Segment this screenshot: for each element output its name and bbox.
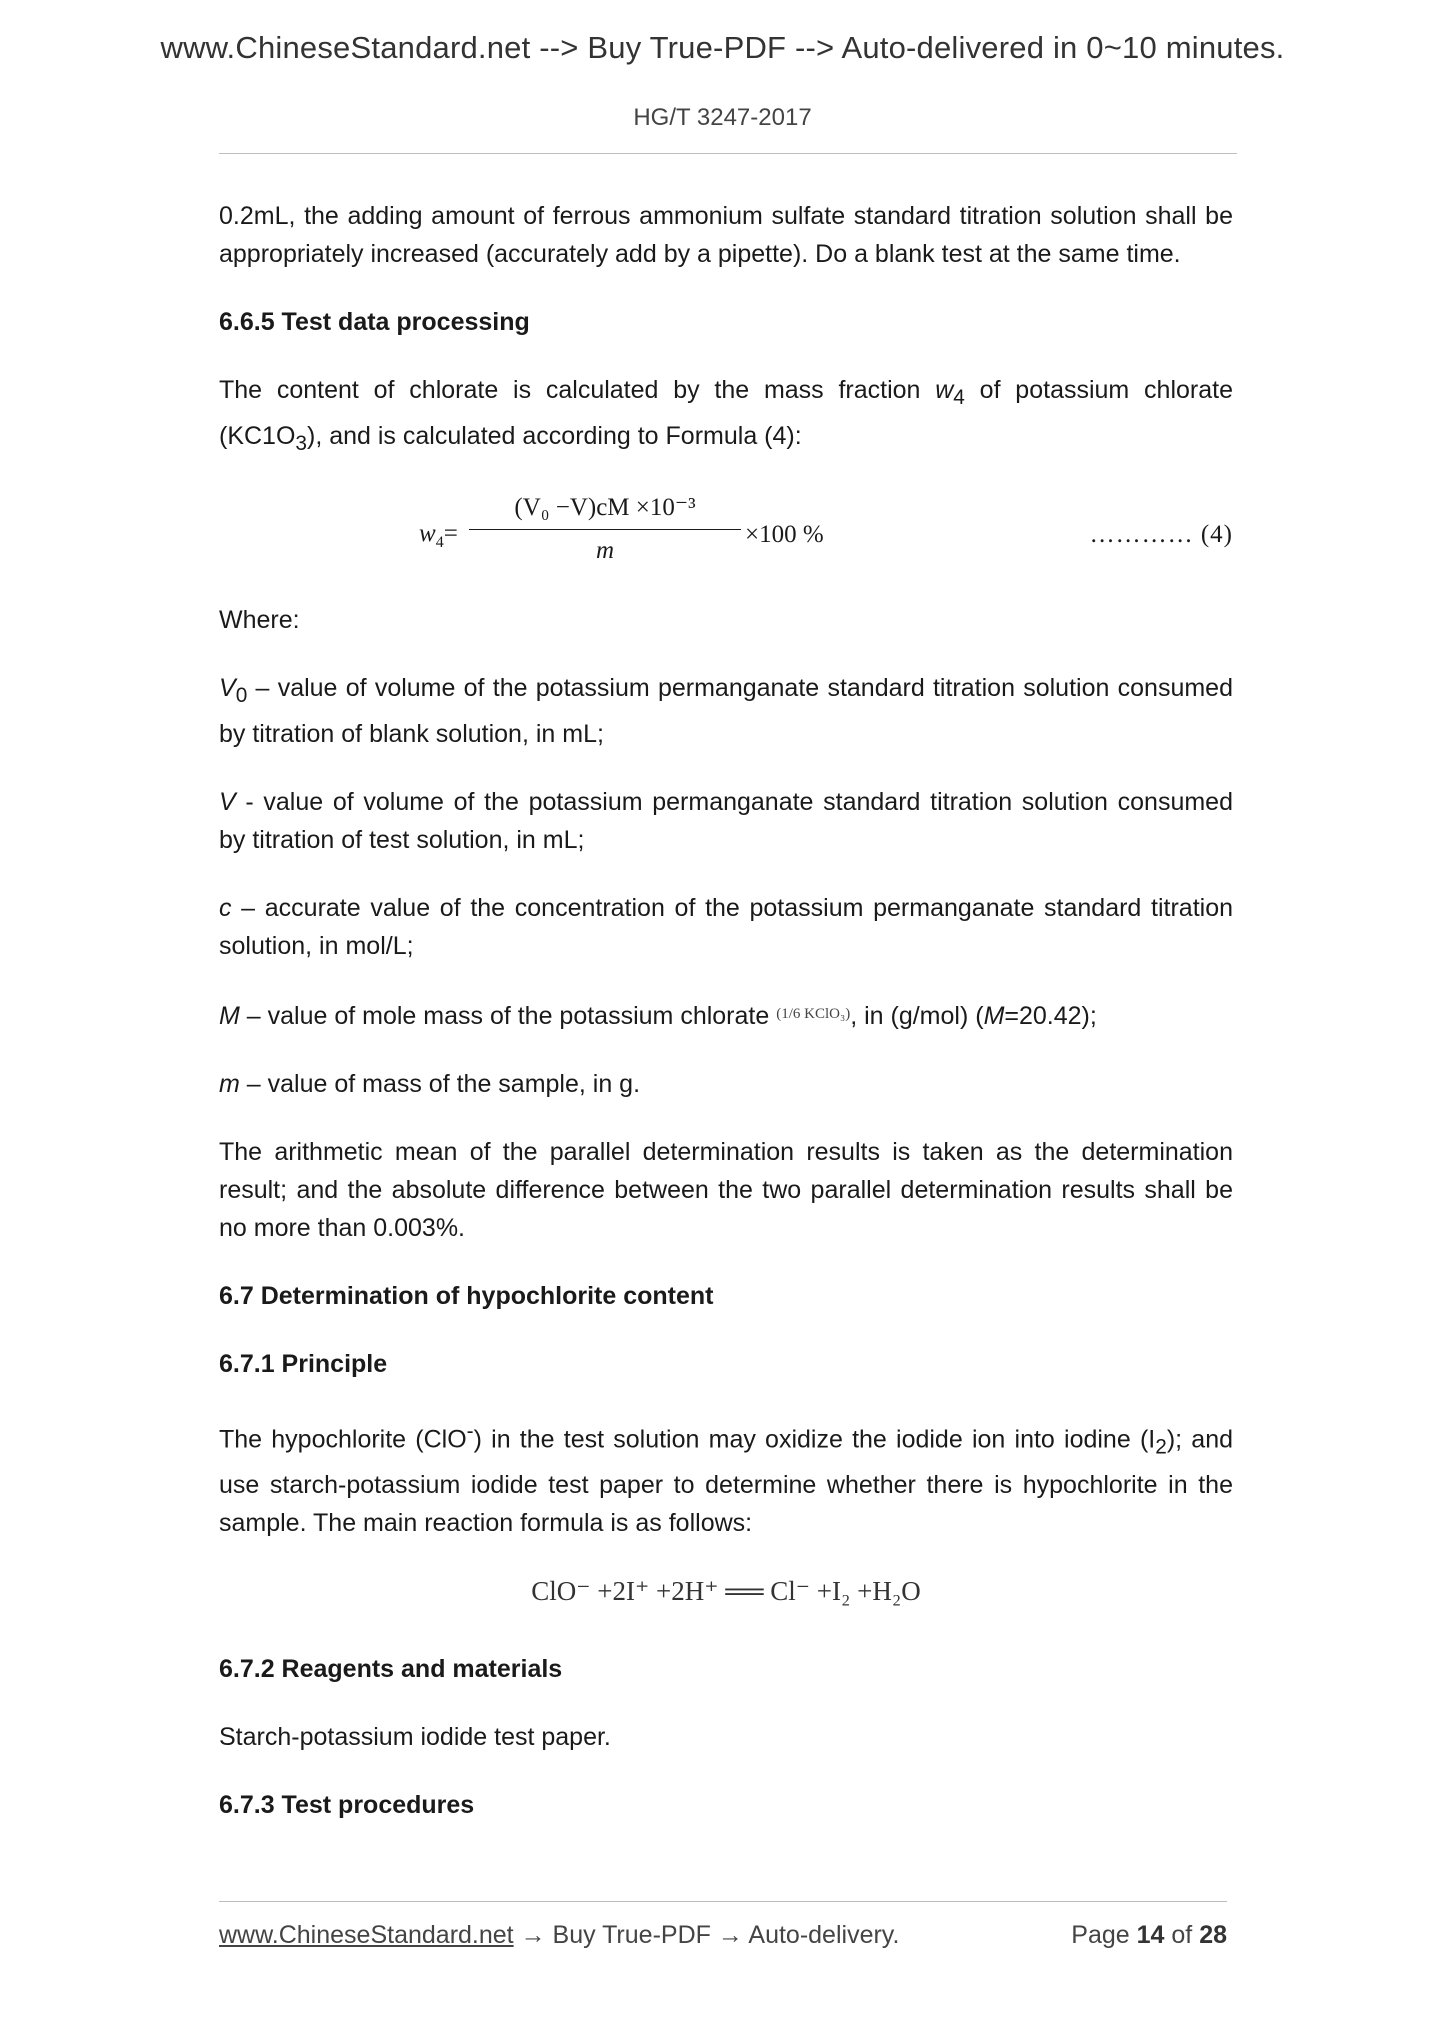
para-arithmetic-mean: The arithmetic mean of the parallel determination results is taken as the determination result; and the absolute difference between the two parallel determination results shall be no more than 0.003%. (219, 1138, 1233, 1242)
formula-4 (219, 489, 1233, 571)
def-m: m – value of mass of the sample, in g. (219, 1070, 641, 1098)
current-page: 14 (1136, 1921, 1165, 1949)
def-molar-mass: M – value of mole mass of the potassium chlorate $^{(1/6 KClO_3)}$, in (g/mol) (M=20.42); (219, 1002, 1097, 1030)
heading-6-7: 6.7 Determination of hypochlorite content (219, 1282, 714, 1310)
para-content-calculation: The content of chlorate is calculated by the mass fraction $w_4$ of potassium chlorate $(KC1O_3)$, and is calculated according to Formula (4): (219, 376, 1233, 455)
formula-numerator: (V₀ −V)cM ×10⁻³ (469, 489, 741, 530)
heading-6-7-3: 6.7.3 Test procedures (219, 1791, 475, 1820)
page-content (219, 197, 1233, 1854)
formula-number: ………… (4) (1089, 521, 1233, 548)
para-principle: The hypochlorite (ClO-) in the test solution may oxidize the iodide ion into iodine $(I_2)$; and use starch-potassium iodide test paper to determine whether there is hypochlorite in the sample. The main reaction formula is as follows: (219, 1420, 1233, 1538)
footer-left (219, 1921, 899, 1949)
total-pages: 28 (1199, 1921, 1227, 1949)
para-reagents: Starch-potassium iodide test paper. (219, 1723, 611, 1752)
footer-divider (219, 1901, 1227, 1902)
formula-tail: ×100 % (745, 521, 824, 548)
heading-6-7-2: 6.7.2 Reagents and materials (219, 1655, 563, 1684)
heading-6-6-5: 6.6.5 Test data processing (219, 308, 530, 336)
formula-lhs: $w_4=$ (419, 520, 458, 551)
where-label: Where: (219, 606, 300, 634)
footer-site-link[interactable]: www.ChineseStandard.net (219, 1921, 514, 1949)
document-id: HG/T 3247-2017 (633, 104, 812, 131)
heading-6-7-1: 6.7.1 Principle (219, 1350, 388, 1378)
def-v: V - value of volume of the potassium permanganate standard titration solution consumed by titration of test solution, in mL; (219, 788, 1233, 854)
page-indicator: Page 14 of 28 (1071, 1921, 1227, 1949)
footer-tagline: → Buy True-PDF → Auto-delivery. (513, 1921, 900, 1949)
kclo3-fraction: (1/6 KClO₃) (776, 1006, 851, 1022)
page-footer (219, 1921, 1227, 1950)
para-intro: 0.2mL, the adding amount of ferrous ammonium sulfate standard titration solution shall be appropriately increased (accurately add by a pipette). Do a blank test at the same time. (219, 202, 1233, 268)
def-v0: $V_0$ – value of volume of the potassium permanganate standard titration solution consumed by titration of blank solution, in mL; (219, 674, 1233, 748)
reaction-formula: ClO⁻ +2I⁺ +2H⁺ ══ Cl⁻ +I₂ +H₂O (531, 1576, 921, 1607)
top-banner: www.ChineseStandard.net --> Buy True-PDF --> Auto-delivered in 0~10 minutes. (160, 30, 1285, 65)
def-c: c – accurate value of the concentration of the potassium permanganate standard titration solution, in mol/L; (219, 894, 1233, 960)
formula-denominator: m (595, 537, 615, 564)
formula-fraction (469, 489, 741, 570)
header-divider (219, 153, 1237, 154)
